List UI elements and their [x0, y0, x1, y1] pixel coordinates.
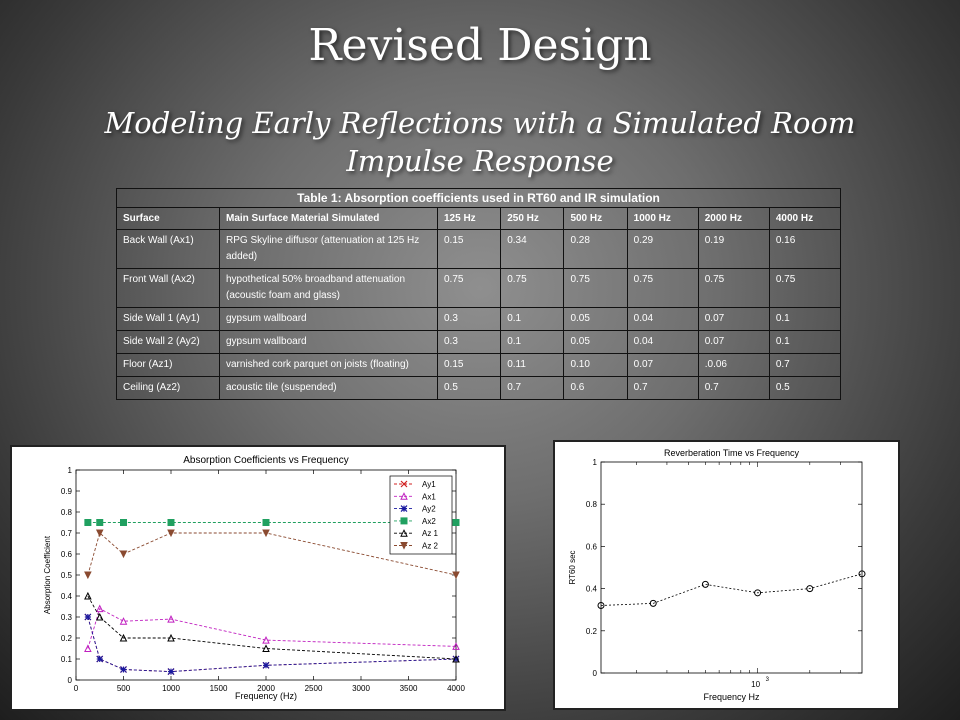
table-cell: 0.1	[769, 331, 840, 354]
chart-title: Reverberation Time vs Frequency	[663, 448, 800, 458]
y-tick-label: 0.8	[585, 500, 597, 510]
y-tick-label: 0.6	[585, 542, 597, 552]
y-tick-label: 0.5	[60, 571, 72, 580]
y-tick-label: 1	[592, 458, 597, 467]
table-cell: varnished cork parquet on joists (floating)	[220, 354, 438, 377]
table-cell: 0.7	[627, 377, 698, 400]
series-line	[88, 617, 456, 672]
y-tick-label: 0.9	[60, 487, 72, 496]
y-axis-label: RT60 sec	[568, 550, 577, 585]
y-tick-label: 0.1	[60, 655, 72, 664]
table-cell: Side Wall 1 (Ay1)	[117, 308, 220, 331]
legend-label: Ay1	[422, 480, 436, 489]
table-cell: 0.28	[564, 230, 627, 269]
y-tick-label: 0.8	[60, 508, 72, 517]
x-tick-label: 1000	[162, 684, 180, 693]
table-cell: 0.75	[698, 269, 769, 308]
data-point	[401, 506, 407, 512]
slide-subtitle: Modeling Early Reflections with a Simulated Room Impulse Response	[104, 106, 856, 178]
table-cell: 0.1	[501, 308, 564, 331]
column-header: 4000 Hz	[769, 208, 840, 230]
table-row	[117, 377, 841, 400]
data-point	[401, 518, 407, 524]
table-cell: 0.07	[627, 354, 698, 377]
table-row	[117, 230, 841, 269]
y-tick-label: 0.2	[60, 634, 72, 643]
x-tick-label: 1500	[209, 684, 228, 693]
table-cell: 0.6	[564, 377, 627, 400]
column-header: 125 Hz	[438, 208, 501, 230]
x-tick-label: 0	[73, 684, 79, 693]
table-cell: 0.05	[564, 308, 627, 331]
data-point	[263, 662, 269, 668]
reverberation-chart	[553, 440, 900, 710]
data-point	[97, 520, 103, 526]
column-header: 2000 Hz	[698, 208, 769, 230]
table-cell: acoustic tile (suspended)	[220, 377, 438, 400]
data-point	[168, 530, 174, 536]
y-tick-label: 0.7	[60, 529, 72, 538]
y-axis-label: Absorption Coefficient	[43, 535, 52, 615]
data-point	[85, 572, 91, 578]
series-line	[601, 574, 862, 606]
series-az1	[85, 593, 459, 662]
table-header-row	[117, 208, 841, 230]
table-cell: 0.04	[627, 331, 698, 354]
table-cell: 0.19	[698, 230, 769, 269]
data-point	[453, 520, 459, 526]
series-ax1	[85, 606, 459, 652]
data-point	[121, 551, 127, 557]
x-axis-label: Frequency Hz	[703, 692, 760, 702]
data-point	[263, 520, 269, 526]
table-cell: 0.75	[564, 269, 627, 308]
data-point	[85, 614, 91, 620]
y-tick-label: 0.6	[60, 550, 72, 559]
column-header: 250 Hz	[501, 208, 564, 230]
reverberation-chart-svg	[555, 442, 898, 708]
table-cell: gypsum wallboard	[220, 331, 438, 354]
table-cell: 0.75	[438, 269, 501, 308]
x-tick-label: 500	[116, 684, 131, 693]
x-tick-exponent: 3	[765, 677, 769, 683]
table-cell: 0.7	[698, 377, 769, 400]
table-cell: Side Wall 2 (Ay2)	[117, 331, 220, 354]
legend-label: Ax2	[422, 516, 436, 526]
table-row	[117, 354, 841, 377]
legend-label: Ay2	[422, 504, 436, 514]
table-cell: 0.5	[769, 377, 840, 400]
table-cell: .0.06	[698, 354, 769, 377]
y-tick-label: 1	[67, 466, 72, 475]
table-row	[117, 269, 841, 308]
table-cell: 0.07	[698, 331, 769, 354]
table-cell: 0.7	[501, 377, 564, 400]
series-line	[88, 609, 456, 649]
table-cell: 0.05	[564, 331, 627, 354]
table-cell: RPG Skyline diffusor (attenuation at 125 Hz added)	[220, 230, 438, 269]
plot-area	[601, 462, 862, 673]
table-cell: 0.07	[698, 308, 769, 331]
table-cell: Front Wall (Ax2)	[117, 269, 220, 308]
x-tick-label: 3500	[399, 684, 418, 693]
column-header: 500 Hz	[564, 208, 627, 230]
y-tick-label: 0	[67, 676, 72, 685]
series-line	[88, 617, 456, 672]
table-cell: 0.75	[627, 269, 698, 308]
table-cell: 0.04	[627, 308, 698, 331]
legend-label: Az 2	[422, 541, 439, 551]
legend	[390, 476, 452, 554]
absorption-table	[116, 188, 841, 400]
absorption-chart	[10, 445, 506, 711]
x-axis-label: Frequency (Hz)	[234, 691, 298, 701]
x-tick-label: 10	[751, 680, 761, 689]
data-point	[121, 520, 127, 526]
table-cell: Floor (Az1)	[117, 354, 220, 377]
table-cell: 0.7	[769, 354, 840, 377]
absorption-chart-svg	[12, 447, 504, 709]
chart-title: Absorption Coefficients vs Frequency	[183, 455, 349, 466]
table-row	[117, 331, 841, 354]
x-tick-label: 3000	[352, 684, 370, 693]
table-cell: 0.5	[438, 377, 501, 400]
table-cell: 0.16	[769, 230, 840, 269]
column-header: Main Surface Material Simulated	[220, 208, 438, 230]
table-cell: 0.3	[438, 308, 501, 331]
table-cell: Back Wall (Ax1)	[117, 230, 220, 269]
column-header: 1000 Hz	[627, 208, 698, 230]
table-cell: 0.10	[564, 354, 627, 377]
slide-title: Revised Design	[308, 20, 652, 71]
legend-label: Ax1	[422, 492, 436, 502]
x-tick-label: 2000	[257, 684, 275, 693]
x-tick-label: 4000	[447, 684, 465, 693]
table-cell: 0.15	[438, 230, 501, 269]
data-point	[168, 669, 174, 675]
data-point	[168, 520, 174, 526]
table-cell: 0.11	[501, 354, 564, 377]
y-tick-label: 0	[592, 669, 597, 678]
x-tick-label: 2500	[304, 684, 323, 693]
y-tick-label: 0.3	[60, 613, 72, 622]
table-cell: 0.15	[438, 354, 501, 377]
series-rt60	[598, 571, 865, 609]
table-cell: 0.34	[501, 230, 564, 269]
y-tick-label: 0.2	[585, 626, 597, 636]
table-cell: 0.3	[438, 331, 501, 354]
table-row	[117, 308, 841, 331]
data-point	[97, 656, 103, 662]
column-header: Surface	[117, 208, 220, 230]
table-cell: gypsum wallboard	[220, 308, 438, 331]
data-point	[85, 520, 91, 526]
legend-label: Az 1	[422, 529, 439, 539]
table-cell: hypothetical 50% broadband attenuation (acoustic foam and glass)	[220, 269, 438, 308]
y-tick-label: 0.4	[60, 592, 72, 601]
y-tick-label: 0.4	[585, 584, 597, 594]
table-cell: 0.1	[501, 331, 564, 354]
data-point	[121, 667, 127, 673]
table-cell: 0.29	[627, 230, 698, 269]
series-line	[88, 596, 456, 659]
table-cell: Ceiling (Az2)	[117, 377, 220, 400]
table-cell: 0.1	[769, 308, 840, 331]
table-cell: 0.75	[769, 269, 840, 308]
table-cell: 0.75	[501, 269, 564, 308]
table-caption: Table 1: Absorption coefficients used in RT60 and IR simulation	[117, 189, 841, 208]
legend-box	[390, 476, 452, 554]
